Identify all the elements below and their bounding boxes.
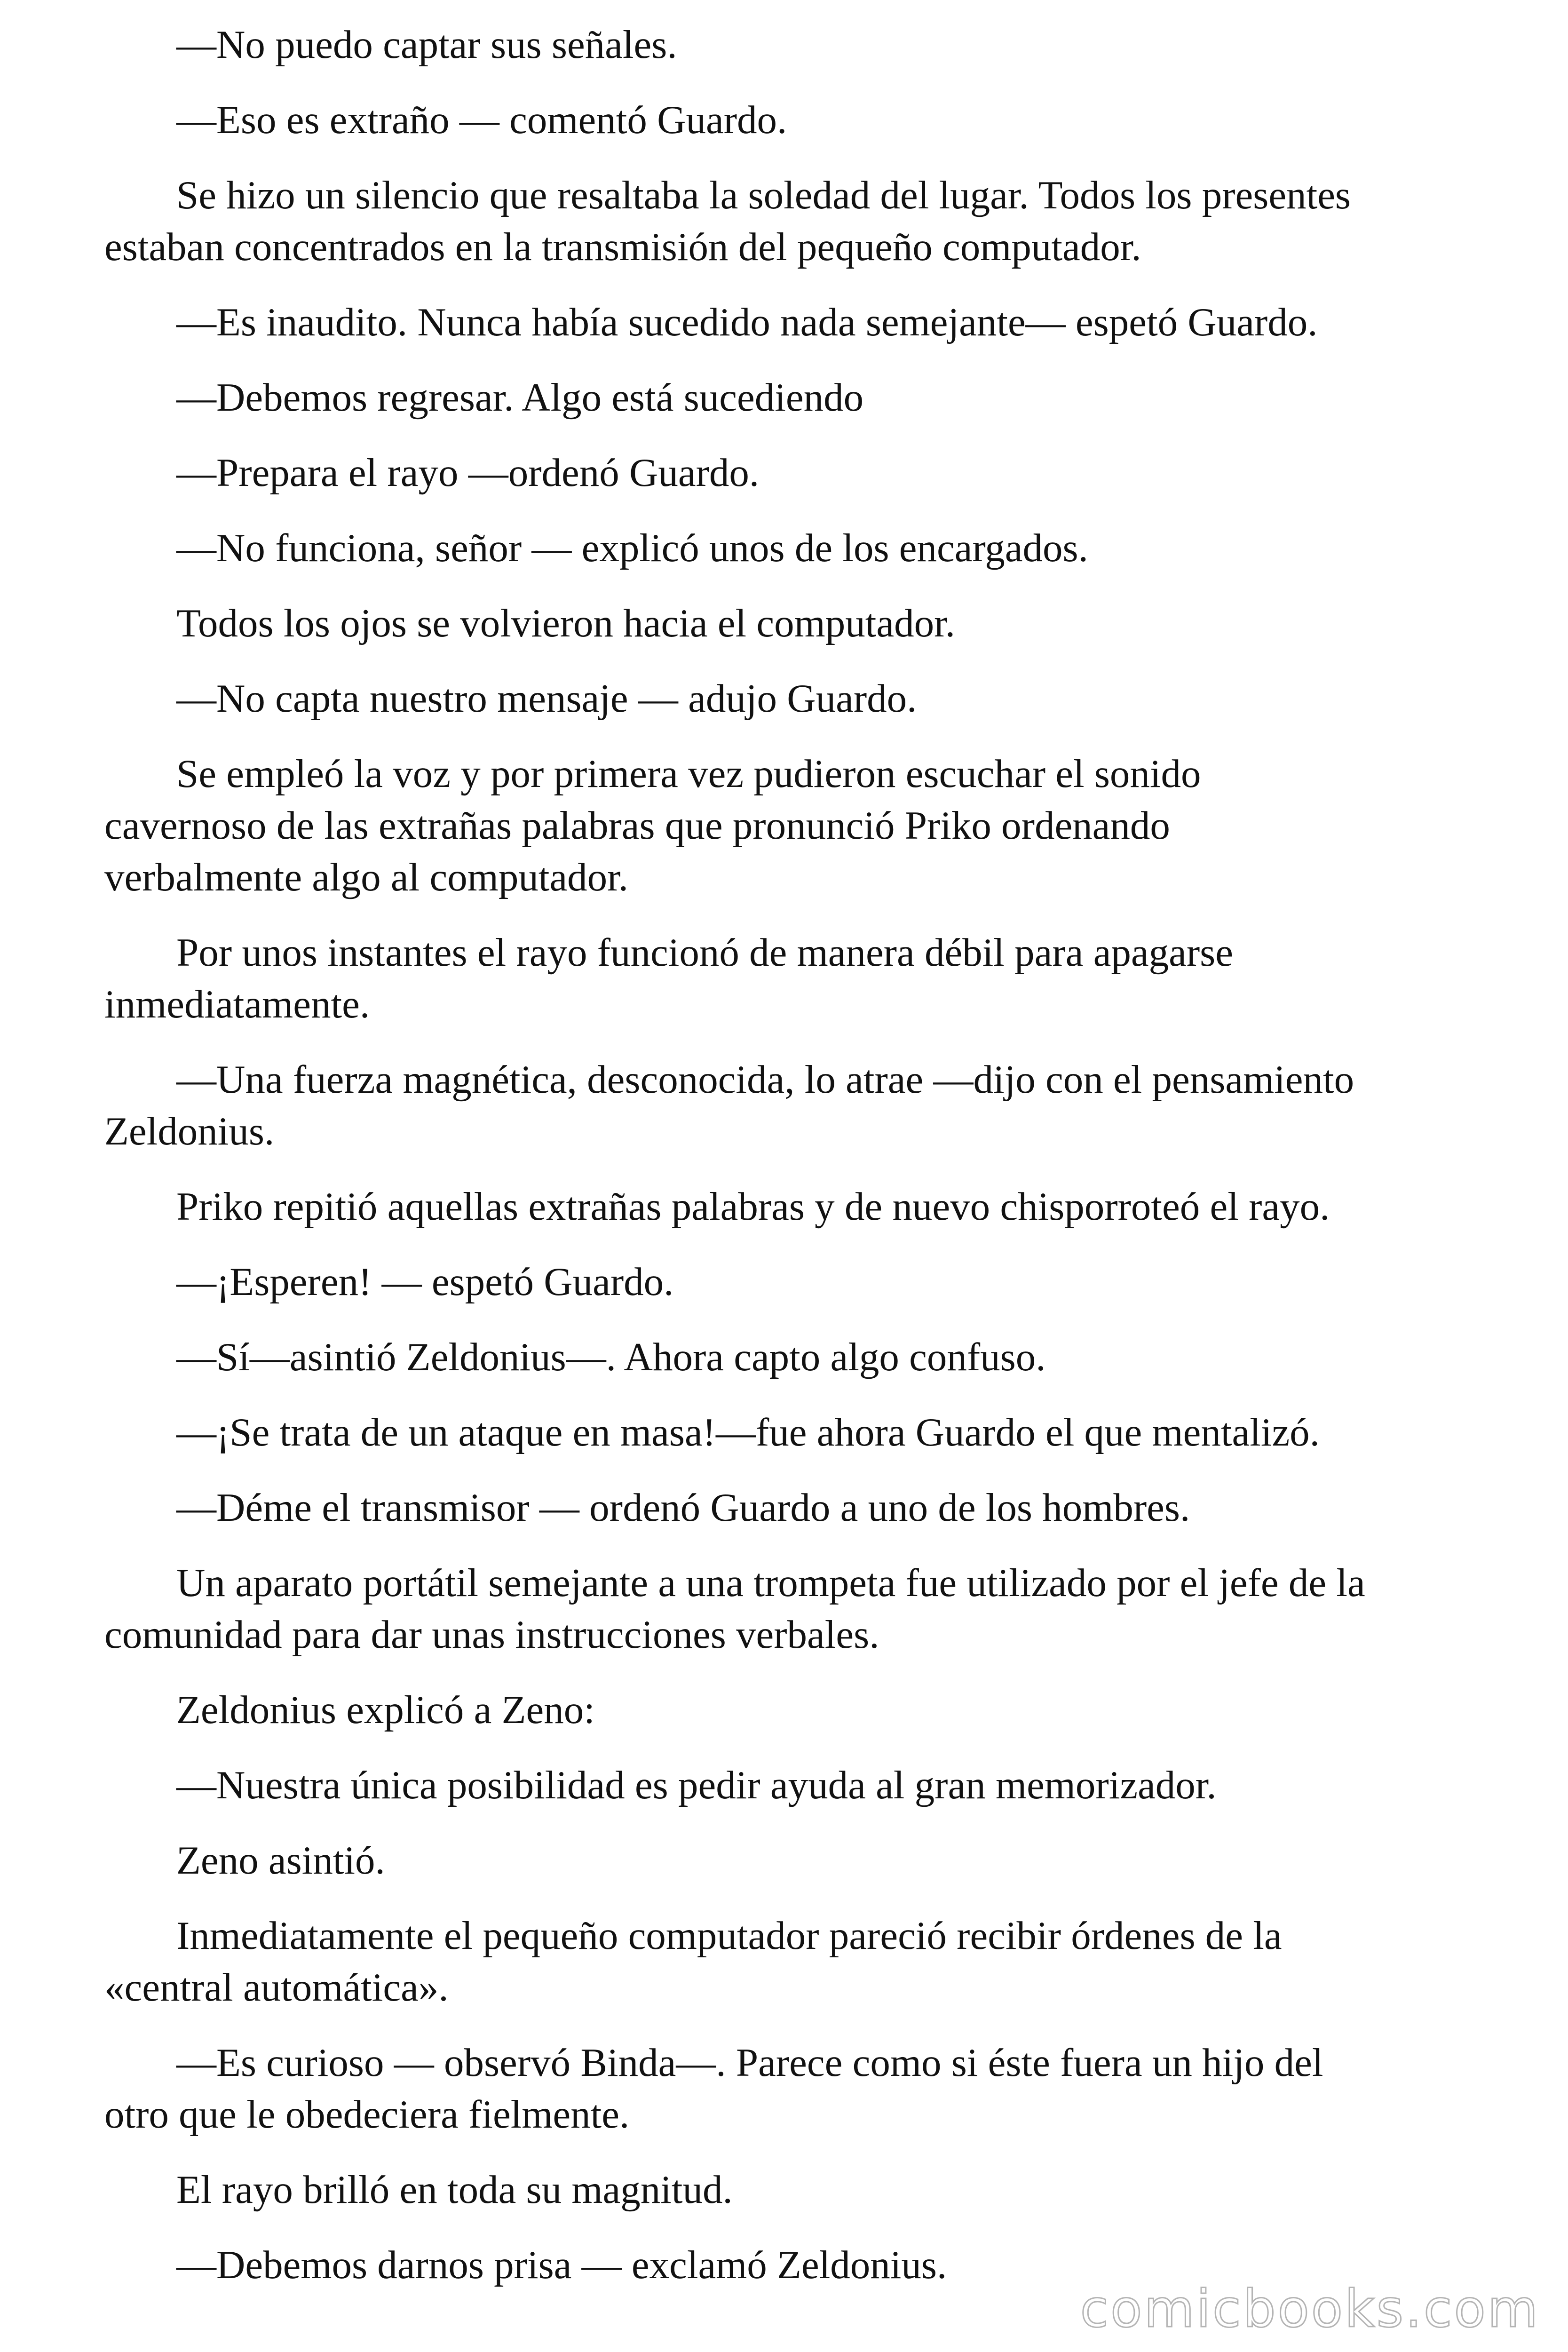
paragraph: —¡Esperen! — espetó Guardo.: [176, 1260, 674, 1304]
paragraph: —Prepara el rayo —ordenó Guardo.: [176, 451, 760, 495]
paragraph: —No capta nuestro mensaje — adujo Guardo.: [176, 676, 917, 721]
paragraph: Priko repitió aquellas extrañas palabras y de nuevo chisporroteó el rayo.: [176, 1184, 1330, 1229]
paragraph: —Una fuerza magnética, desconocida, lo atrae —dijo con el pensamiento Zeldonius.: [104, 1057, 1354, 1153]
paragraph: —No puedo captar sus señales.: [176, 23, 677, 67]
paragraph: —No funciona, señor — explicó unos de los encargados.: [176, 526, 1088, 570]
paragraph: —Debemos regresar. Algo está sucediendo: [176, 375, 864, 420]
paragraph: Un aparato portátil semejante a una trompeta fue utilizado por el jefe de la comunidad para dar unas instrucciones verbales.: [104, 1561, 1365, 1657]
watermark: comicbooks.com: [1080, 2279, 1540, 2339]
paragraph: —Debemos darnos prisa — exclamó Zeldonius.: [176, 2243, 947, 2287]
paragraph: Por unos instantes el rayo funcionó de manera débil para apagarse inmediatamente.: [104, 930, 1233, 1026]
paragraph: El rayo brilló en toda su magnitud.: [176, 2168, 733, 2212]
paragraph: —Es inaudito. Nunca había sucedido nada semejante— espetó Guardo.: [176, 300, 1318, 344]
paragraph: Inmediatamente el pequeño computador pareció recibir órdenes de la «central automática».: [104, 1914, 1282, 2010]
body-text: [104, 19, 1468, 2314]
paragraph: Se empleó la voz y por primera vez pudieron escuchar el sonido cavernoso de las extrañas palabras que pronunció Priko ordenando verbalmente algo al computador.: [104, 752, 1201, 899]
paragraph: Zeno asintió.: [176, 1838, 385, 1883]
paragraph: Zeldonius explicó a Zeno:: [176, 1688, 595, 1732]
paragraph: Todos los ojos se volvieron hacia el computador.: [176, 601, 955, 645]
paragraph: —¡Se trata de un ataque en masa!—fue ahora Guardo el que mentalizó.: [176, 1410, 1320, 1454]
paragraph: —Eso es extraño — comentó Guardo.: [176, 98, 787, 142]
paragraph: —Nuestra única posibilidad es pedir ayuda al gran memorizador.: [176, 1763, 1217, 1807]
paragraph: —Sí—asintió Zeldonius—. Ahora capto algo confuso.: [176, 1335, 1046, 1379]
paragraph: —Déme el transmisor — ordenó Guardo a uno de los hombres.: [176, 1486, 1190, 1530]
paragraph: —Es curioso — observó Binda—. Parece como si éste fuera un hijo del otro que le obedeciera fielmente.: [104, 2041, 1323, 2137]
paragraph: Se hizo un silencio que resaltaba la soledad del lugar. Todos los presentes estaban concentrados en la transmisión del pequeño computador.: [104, 173, 1351, 269]
